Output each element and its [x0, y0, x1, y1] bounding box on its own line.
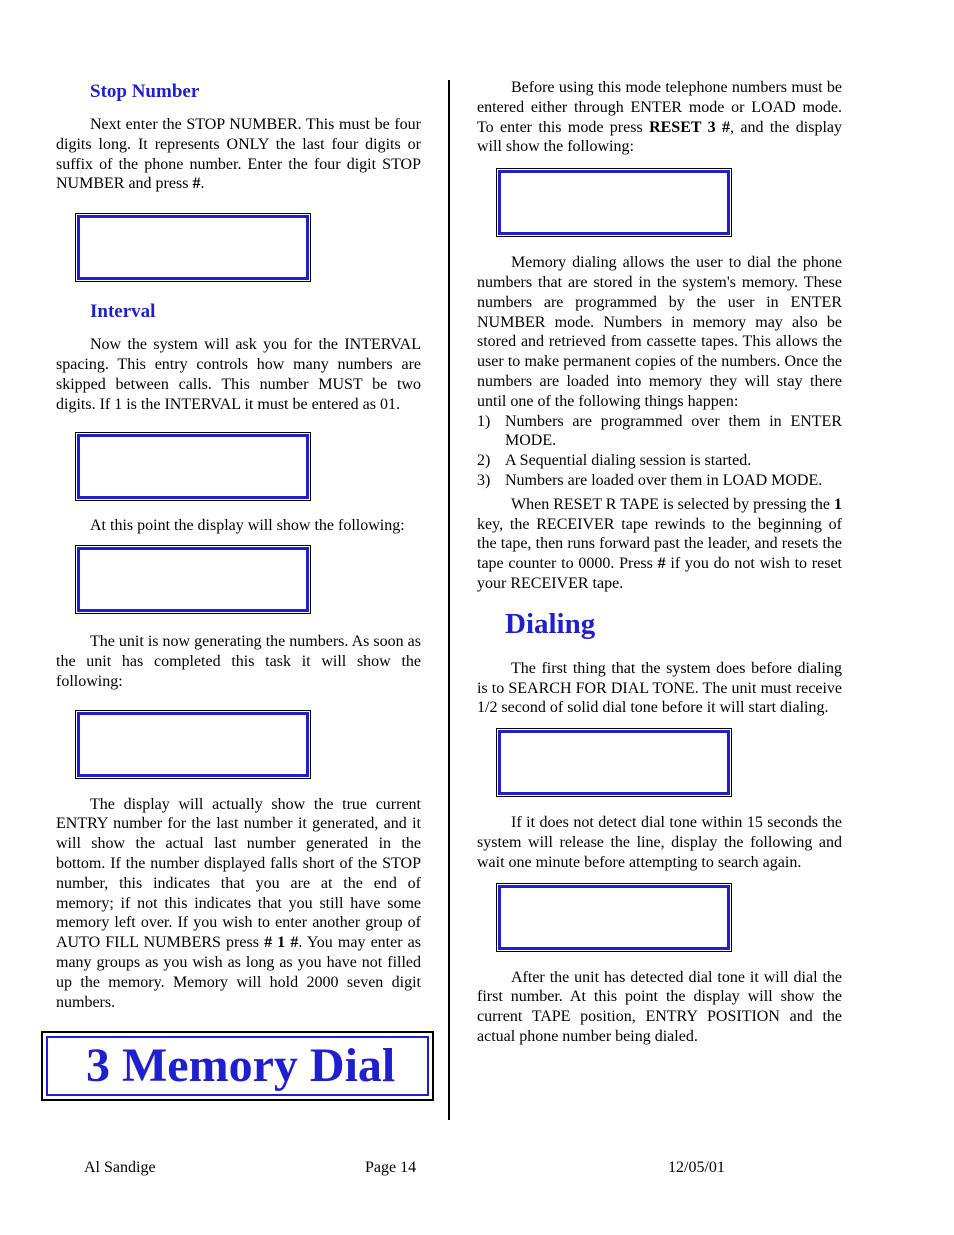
list-item: 3) Numbers are loaded over them in LOAD MODE. — [477, 471, 823, 489]
after-dial-tone-paragraph: After the unit has detected dial tone it will dial the first number. At this point the display will show the current TAPE position, ENTRY POSITION and the actual phone number being dialed. — [477, 968, 842, 1045]
no-dial-tone-paragraph: If it does not detect dial tone within 15 seconds the system will release the line, display the following and wait one minute before attempting to search again. — [477, 814, 842, 871]
left-column — [56, 80, 421, 1012]
stop-number-paragraph: Next enter the STOP NUMBER. This must be four digits long. It represents ONLY the last four digits or suffix of the phone number. Enter the four digit STOP NUMBER and press #. — [56, 116, 421, 193]
memory-dial-title: 3 Memory Dial — [86, 1039, 396, 1092]
column-divider — [448, 80, 450, 1120]
interval-heading: Interval — [90, 301, 156, 323]
lcd-display-box — [77, 434, 309, 499]
lcd-display-box — [498, 885, 730, 950]
dialing-paragraph: The first thing that the system does before dialing is to SEARCH FOR DIAL TONE. The unit must receive 1/2 second of solid dial tone before it will start dialing. — [477, 659, 842, 717]
display-explanation-paragraph: The display will actually show the true current ENTRY number for the last number it generated, and it will show the actual last number generated in the bottom. If the number displayed falls short of the STOP number, this indicates that you are at the end of memory; if not this indicates that you still have some memory left over. If you wish to enter another group of AUTO FILL NUMBERS press # 1 #. You may enter as many groups as you wish as long as you have not filled up the memory. Memory will hold 2000 seven digit numbers. — [56, 795, 422, 1011]
memory-dial-section-banner — [41, 1031, 434, 1101]
lcd-display-box — [498, 170, 730, 235]
list-item: 2) A Sequential dialing session is started. — [477, 452, 752, 470]
at-this-point-paragraph: At this point the display will show the following: — [90, 517, 405, 535]
lcd-display-box — [77, 547, 309, 612]
footer-page-number: Page 14 — [365, 1159, 417, 1176]
footer-date: 12/05/01 — [668, 1159, 725, 1176]
reset-tape-paragraph: When RESET R TAPE is selected by pressing the 1 key, the RECEIVER tape rewinds to the beginning of the tape, then runs forward past the leader, and resets the tape counter to 0000. Press # if you do not wish to reset your RECEIVER tape. — [477, 495, 842, 592]
lcd-display-box — [77, 712, 309, 777]
generating-paragraph: The unit is now generating the numbers. As soon as the unit has completed this task it will show the following: — [56, 633, 421, 690]
conditions-list — [477, 412, 842, 491]
dialing-heading: Dialing — [505, 607, 596, 640]
lcd-display-box — [498, 730, 730, 795]
interval-paragraph: Now the system will ask you for the INTERVAL spacing. This entry controls how many numbers are skipped between calls. This number MUST be two digits. If 1 is the INTERVAL it must be entered as 01. — [56, 336, 421, 413]
stop-number-heading: Stop Number — [90, 81, 200, 102]
memory-dialing-paragraph: Memory dialing allows the user to dial the phone numbers that are stored in the system's memory. These numbers are programmed by the user in ENTER NUMBER mode. Numbers in memory may also be stored and retrieved from cassette tapes. This allows the user to make permanent copies of the numbers. Once the numbers are loaded into memory they will stay there until one of the following things happen: — [477, 254, 842, 410]
list-item: 1) Numbers are programmed over them in ENTER MODE. — [477, 412, 842, 450]
before-using-paragraph: Before using this mode telephone numbers must be entered either through ENTER mode or LOAD mode. To enter this mode press RESET 3 #, and the display will show the following: — [477, 79, 842, 156]
right-column — [477, 78, 842, 1047]
lcd-display-box — [77, 215, 309, 280]
footer-author: Al Sandige — [84, 1159, 156, 1176]
